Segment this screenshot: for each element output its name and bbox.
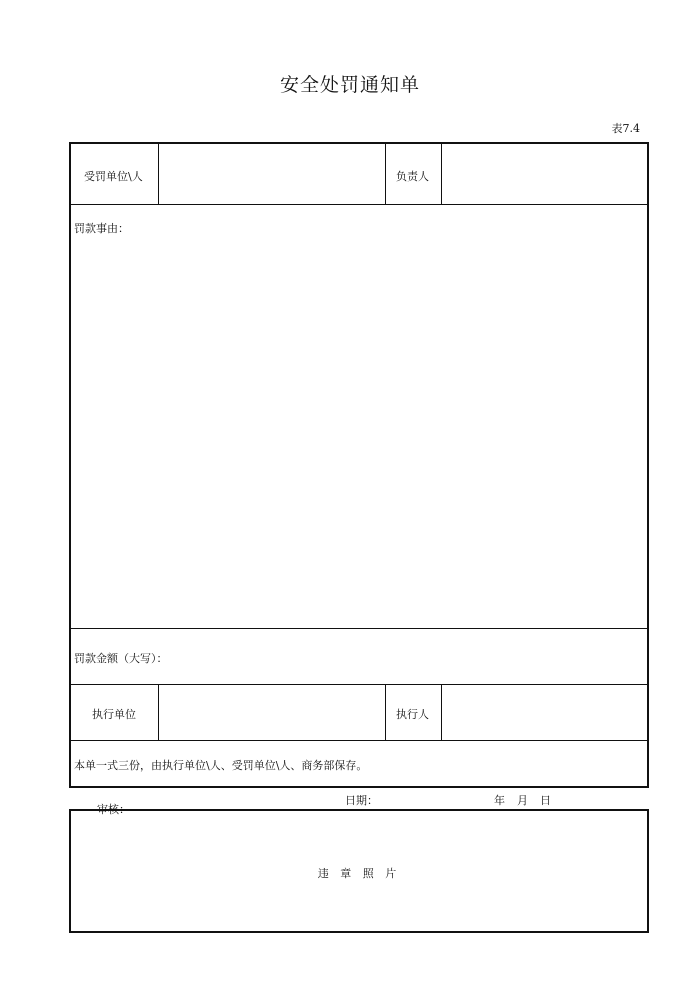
- penalty-amount-label: 罚款金额（大写）：: [74, 652, 168, 665]
- executing-unit-field[interactable]: [159, 685, 385, 740]
- penalty-form-table: [69, 142, 649, 788]
- executing-person-label: 执行人: [396, 708, 429, 721]
- responsible-person-label: 负责人: [396, 170, 429, 183]
- penalty-reason-label: 罚款事由：: [74, 222, 129, 235]
- violation-photo-box[interactable]: [69, 809, 649, 933]
- penalized-party-field[interactable]: [159, 144, 385, 204]
- penalized-party-label: 受罚单位\人: [84, 170, 143, 183]
- penalty-amount-field[interactable]: [181, 629, 647, 684]
- date-label: 日期：: [345, 794, 378, 807]
- date-year: 年: [494, 794, 505, 807]
- executing-person-field[interactable]: [442, 685, 647, 740]
- page-title: 安全处罚通知单: [279, 74, 420, 96]
- distribution-note: 本单一式三份，由执行单位\人、受罚单位\人、商务部保存。: [74, 759, 368, 772]
- form-code: 表7.4: [611, 122, 640, 135]
- date-day: 日: [540, 794, 551, 807]
- review-label: 审核：: [97, 803, 130, 816]
- date-month: 月: [517, 794, 528, 807]
- column-divider: [385, 684, 386, 740]
- executing-unit-label: 执行单位: [92, 708, 136, 721]
- row-divider: [71, 740, 647, 741]
- row-divider: [71, 204, 647, 205]
- violation-photo-label: 违 章 照 片: [317, 867, 401, 880]
- column-divider: [385, 144, 386, 204]
- responsible-person-field[interactable]: [442, 144, 647, 204]
- penalty-reason-field[interactable]: [71, 234, 647, 624]
